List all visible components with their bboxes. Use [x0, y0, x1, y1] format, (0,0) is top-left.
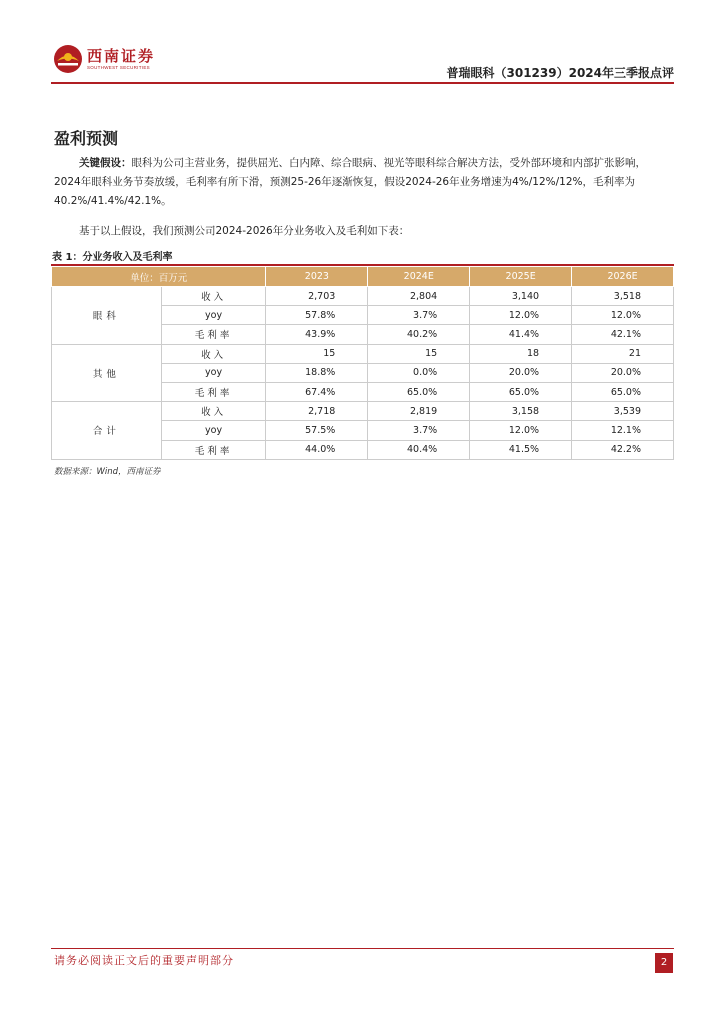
data-source-note: 数据来源：Wind，西南证券 [54, 467, 161, 477]
row-label: 毛利率 [161, 440, 266, 459]
key-assumptions-paragraph [54, 154, 671, 211]
year-header: 2024E [368, 267, 470, 287]
table-cell: 0.0% [368, 363, 470, 382]
table-cell: 41.5% [470, 440, 572, 459]
table-cell: 3,518 [572, 287, 674, 306]
header-divider [51, 82, 674, 84]
table-cell: 12.1% [572, 421, 674, 440]
key-assumptions-text: 眼科为公司主营业务，提供屈光、白内障、综合眼病、视光等眼科综合解决方法，受外部环境和内部扩张影响，2024年眼科业务节奏放缓，毛利率有所下滑，预测25-26年逐渐恢复，假设2024-26年业务增速为4%/12%/12%，毛利率为40.2%/41.4%/42.1%。 [54, 157, 646, 207]
table-cell: 18 [470, 344, 572, 363]
group-label: 合计 [52, 402, 162, 460]
footer-disclaimer: 请务必阅读正文后的重要声明部分 [54, 954, 234, 967]
report-title: 普瑞眼科（301239）2024年三季报点评 [446, 66, 674, 80]
row-label: 毛利率 [161, 382, 266, 401]
row-label: yoy [161, 421, 266, 440]
table-cell: 57.5% [266, 421, 368, 440]
row-label: 收入 [161, 287, 266, 306]
page-header [51, 40, 674, 82]
row-label: 毛利率 [161, 325, 266, 344]
table-cell: 3,140 [470, 287, 572, 306]
logo-text: 西南证券 [87, 47, 156, 65]
key-assumptions-label: 关键假设： [79, 157, 132, 169]
table-cell: 43.9% [266, 325, 368, 344]
table-cell: 65.0% [368, 382, 470, 401]
row-label: 收入 [161, 402, 266, 421]
table-cell: 15 [266, 344, 368, 363]
unit-header: 单位：百万元 [52, 267, 266, 287]
table-cell: 12.0% [572, 306, 674, 325]
company-logo-icon [53, 44, 83, 74]
table-cell: 20.0% [572, 363, 674, 382]
row-label: 收入 [161, 344, 266, 363]
table-cell: 3.7% [368, 421, 470, 440]
table-cell: 65.0% [470, 382, 572, 401]
year-header: 2023 [266, 267, 368, 287]
table-cell: 12.0% [470, 421, 572, 440]
table-cell: 20.0% [470, 363, 572, 382]
table-caption: 表 1：分业务收入及毛利率 [52, 252, 173, 263]
table-cell: 57.8% [266, 306, 368, 325]
table-cell: 3.7% [368, 306, 470, 325]
group-label: 眼科 [52, 287, 162, 345]
footer-divider [51, 948, 674, 949]
table-cell: 2,703 [266, 287, 368, 306]
revenue-margin-table [51, 266, 674, 460]
table-cell: 3,539 [572, 402, 674, 421]
table-cell: 40.2% [368, 325, 470, 344]
table-cell: 65.0% [572, 382, 674, 401]
table-cell: 15 [368, 344, 470, 363]
logo-english-text: SOUTHWEST SECURITIES [87, 65, 150, 70]
section-title: 盈利预测 [54, 129, 119, 148]
table-cell: 44.0% [266, 440, 368, 459]
table-cell: 2,804 [368, 287, 470, 306]
table-cell: 18.8% [266, 363, 368, 382]
forecast-intro-paragraph: 基于以上假设，我们预测公司2024-2026年分业务收入及毛利如下表： [79, 225, 410, 237]
table-cell: 2,819 [368, 402, 470, 421]
table-cell: 67.4% [266, 382, 368, 401]
group-label: 其他 [52, 344, 162, 402]
table-cell: 40.4% [368, 440, 470, 459]
table-cell: 3,158 [470, 402, 572, 421]
table-row [52, 287, 674, 306]
row-label: yoy [161, 306, 266, 325]
table-header-row [52, 267, 674, 287]
table-row [52, 402, 674, 421]
table-cell: 12.0% [470, 306, 572, 325]
table-cell: 42.2% [572, 440, 674, 459]
table-cell: 2,718 [266, 402, 368, 421]
row-label: yoy [161, 363, 266, 382]
table-row [52, 344, 674, 363]
table-cell: 41.4% [470, 325, 572, 344]
table-cell: 42.1% [572, 325, 674, 344]
page-number: 2 [655, 953, 673, 973]
year-header: 2026E [572, 267, 674, 287]
year-header: 2025E [470, 267, 572, 287]
table-cell: 21 [572, 344, 674, 363]
